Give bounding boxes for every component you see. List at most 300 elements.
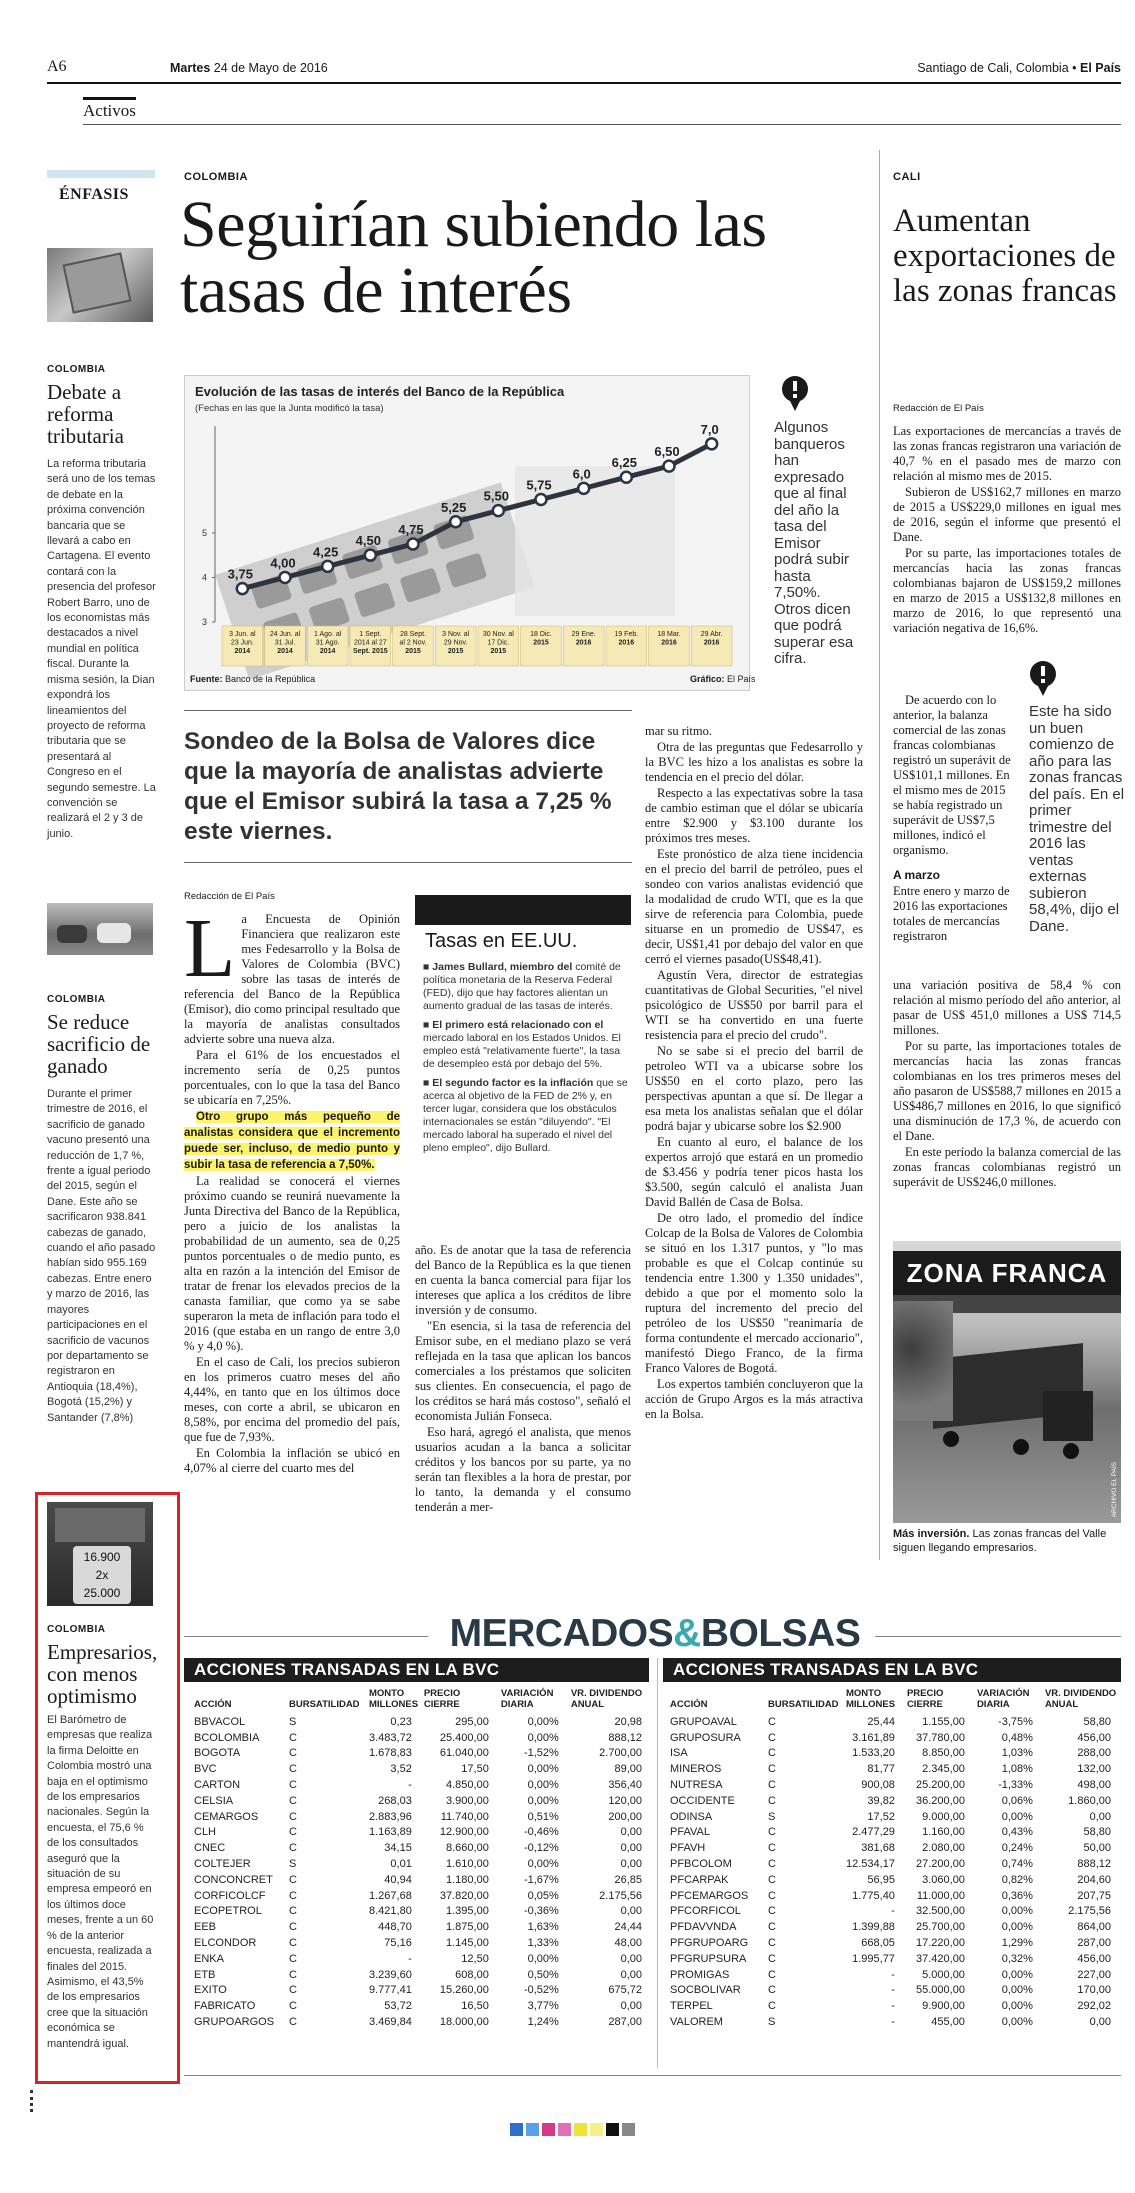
sidebar-story1-kicker: COLOMBIA [47, 364, 106, 375]
cell-monto: 17,52 [867, 1810, 895, 1823]
cell-accion: CLH [194, 1826, 217, 1839]
cell-monto: - [891, 2016, 895, 2029]
zona-franca-sign: ZONA FRANCA [893, 1251, 1121, 1295]
cell-variacion: 0,32% [1001, 1952, 1033, 1965]
chart-graphic: El País [727, 674, 756, 684]
cell-variacion: 0,48% [1001, 1731, 1033, 1744]
cali-body-1 [893, 424, 1121, 637]
location-text: Santiago de Cali, Colombia • [917, 61, 1080, 75]
cell-precio: 37.820,00 [439, 1889, 489, 1902]
cell-variacion: 0,06% [1001, 1794, 1033, 1807]
cell-variacion: -1,52% [523, 1747, 559, 1760]
table-row [668, 1856, 1121, 1872]
markets-rule-left [184, 1636, 428, 1637]
chart-source: Banco de la República [225, 674, 316, 684]
cell-precio: 12,50 [461, 1952, 489, 1965]
cell-precio: 2.345,00 [922, 1763, 965, 1776]
reform-photo [47, 248, 153, 322]
usa-box-item-3-text: que se acerca al objetivo de la FED de 2% y, en tercer lugar, considera que los obstáculos internacionales se están "diluyendo". "El mercado laboral ha superado el nivel del pleno empleo", dijo Bullard. [423, 1077, 628, 1154]
cell-precio: 25.200,00 [916, 1779, 965, 1792]
cell-dividendo: 0,00 [620, 1968, 642, 1981]
cell-dividendo: 24,44 [614, 1921, 642, 1934]
color-swatch [590, 2123, 603, 2136]
cell-bursatilidad: C [768, 1968, 776, 1981]
col-head-bursatilidad: BURSATILIDAD [768, 1699, 839, 1710]
color-swatch [606, 2123, 619, 2136]
cell-variacion: 0,00% [527, 1763, 559, 1776]
cell-precio: 37.420,00 [916, 1952, 965, 1965]
cell-variacion: 0,36% [1001, 1889, 1033, 1902]
cell-monto: 3.239,60 [369, 1968, 412, 1981]
cell-dividendo: 200,00 [608, 1810, 642, 1823]
cell-variacion: 0,00% [527, 1858, 559, 1871]
table-row [192, 1951, 652, 1967]
cell-bursatilidad: C [768, 1889, 776, 1902]
cali-callout: Este ha sido un buen comienzo de año para las zonas francas del país. En el primer trimestre del 2016 las ventas externas subieron 58,4%, dijo el Dane. [1029, 703, 1125, 935]
cell-precio: 37.780,00 [916, 1731, 965, 1744]
cell-dividendo: 0,00 [620, 1842, 642, 1855]
cell-precio: 17,50 [461, 1763, 489, 1776]
table-row [192, 1888, 652, 1904]
chart-title: Evolución de las tasas de interés del Banco de la República [195, 384, 565, 399]
cell-variacion: 0,43% [1001, 1826, 1033, 1839]
table-row [668, 1872, 1121, 1888]
cell-bursatilidad: C [768, 1921, 776, 1934]
cell-precio: 27.200,00 [916, 1858, 965, 1871]
cell-accion: EXITO [194, 1984, 227, 1997]
sidebar-story3-kicker: COLOMBIA [47, 1624, 106, 1635]
cell-accion: ELCONDOR [194, 1937, 257, 1950]
cell-precio: 15.260,00 [439, 1984, 489, 1997]
cell-bursatilidad: C [289, 1937, 297, 1950]
rate-point [408, 539, 419, 550]
page-date [170, 61, 328, 75]
cell-dividendo: 0,00 [1089, 1810, 1111, 1823]
x-tick-label: 19 Feb. 2016 [614, 631, 639, 647]
cell-monto: 0,01 [390, 1858, 412, 1871]
cell-variacion: 0,05% [527, 1889, 559, 1902]
cell-bursatilidad: C [768, 1747, 776, 1760]
rate-label: 6,50 [654, 444, 680, 460]
x-tick-label: 29 Ene. 2016 [571, 631, 596, 647]
cell-precio: 16,50 [461, 2000, 489, 2013]
cell-precio: 1.875,00 [446, 1921, 489, 1934]
cell-bursatilidad: C [289, 1889, 297, 1902]
cell-variacion: 0,00% [527, 1952, 559, 1965]
cell-precio: 36.200,00 [916, 1794, 965, 1807]
cell-bursatilidad: S [768, 1810, 776, 1823]
rate-label: 4,00 [270, 555, 296, 571]
cell-accion: PFCARPAK [670, 1873, 729, 1886]
zona-franca-credit: ARCHIVO EL PAÍS [1111, 1461, 1118, 1517]
header-rule [47, 82, 1121, 84]
cell-bursatilidad: S [289, 1858, 297, 1871]
table-row [668, 1983, 1121, 1999]
main-col3 [645, 724, 863, 1423]
cell-variacion: 0,00% [1001, 2016, 1033, 2029]
rate-label: 5,25 [441, 499, 467, 515]
cell-monto: 1.163,89 [369, 1826, 412, 1839]
cell-accion: MINEROS [670, 1763, 722, 1776]
table-row [192, 1904, 652, 1920]
price-tag-label-3: 25.000 [83, 1586, 121, 1600]
usa-box-bar [415, 895, 631, 925]
col1-para-3: La realidad se conocerá el viernes próximo cuando se reunirá nuevamente la Junta Directiva del Banco de la República, pero a juicio de los analistas la probabilidad de un aumento, sea de 0,25 puntos porcentuales o de medio punto, es alta en razón a la intención del Emisor de tratar de frenar los elevados precios de la canasta familiar, que como ya se sabe superaron la meta de inflación para todo el 2016 (que estaba en un rango de entre 3,0 % y 4,0 %). [184, 1174, 400, 1353]
table-row [192, 1998, 652, 2014]
cell-accion: BBVACOL [194, 1715, 246, 1728]
section-name: Activos [83, 97, 136, 121]
markets-title [440, 1612, 870, 1656]
cell-variacion: 0,00% [527, 1715, 559, 1728]
cell-bursatilidad: C [289, 1794, 297, 1807]
table-row [192, 1935, 652, 1951]
col-head-variacion: VARIACIÓN DIARIA [976, 1688, 1030, 1710]
cell-accion: ISA [670, 1747, 688, 1760]
cell-monto: 40,94 [384, 1873, 412, 1886]
cell-variacion: 0,51% [527, 1810, 559, 1823]
col3-para-2: Otra de las preguntas que Fedesarrollo y la BVC les hizo a los analistas es sobre la tendencia en el precio del dólar. [645, 740, 863, 784]
cell-accion: BOGOTA [194, 1747, 241, 1760]
rate-label: 6,0 [572, 466, 591, 482]
cell-accion: COLTEJER [194, 1858, 251, 1871]
table-row [668, 1761, 1121, 1777]
sidebar-story1-title: Debate a reforma tributaria [47, 380, 124, 448]
x-tick-label: 18 Dic. 2015 [530, 631, 552, 647]
table-row [668, 1730, 1121, 1746]
cell-accion: PFBCOLOM [670, 1858, 732, 1871]
table-row [668, 1888, 1121, 1904]
x-tick-label: 28 Sept. al 2 Nov. 2015 [399, 631, 427, 655]
col3-para-9: Los expertos también concluyeron que la acción de Grupo Argos es la más atractiva en la Bolsa. [645, 1377, 863, 1421]
cell-monto: - [891, 2000, 895, 2013]
table-row [192, 1809, 652, 1825]
usa-box-item-2: ■ El primero está relacionado con el mercado laboral en los Estados Unidos. El empleo está "relativamente fuerte", la tasa de desempleo está por debajo del 5%. [423, 1019, 621, 1070]
cell-dividendo: 456,00 [1077, 1731, 1111, 1744]
cell-precio: 8.850,00 [922, 1747, 965, 1760]
cell-accion: SOCBOLIVAR [670, 1984, 741, 1997]
cell-dividendo: 58,80 [1083, 1715, 1111, 1728]
dropcap: L [184, 902, 236, 995]
cell-variacion: 0,74% [1001, 1858, 1033, 1871]
sidebar-enfasis-bar [47, 170, 155, 178]
cell-variacion: 1,03% [1001, 1747, 1033, 1760]
cell-precio: 25.700,00 [916, 1921, 965, 1934]
table-row [668, 1809, 1121, 1825]
price-tag-photo [47, 1502, 153, 1606]
cali-headline: Aumentan exportaciones de las zonas francas [893, 203, 1117, 309]
color-swatch [510, 2123, 523, 2136]
usa-box-item-3: ■ El segundo factor es la inflación que se acerca al objetivo de la FED de 2% y, en tercer lugar, considera que los obstáculos internacionales se están "diluyendo". "El mercado laboral ha superado el nivel del pleno empleo", dijo Bullard. [423, 1077, 628, 1154]
usa-box-item-3-lead: El segundo factor es la inflación [432, 1077, 594, 1089]
main-byline: Redacción de El País [184, 891, 275, 902]
cell-precio: 2.080,00 [922, 1842, 965, 1855]
rate-point [365, 550, 376, 561]
cell-precio: 1.180,00 [446, 1873, 489, 1886]
cell-bursatilidad: C [768, 1715, 776, 1728]
table-row [668, 1746, 1121, 1762]
cell-accion: PFAVAL [670, 1826, 710, 1839]
table-row [668, 2014, 1121, 2030]
cell-monto: 3.469,84 [369, 2016, 412, 2029]
cell-precio: 3.900,00 [446, 1794, 489, 1807]
price-tag-label-1: 16.900 [83, 1550, 121, 1564]
cell-dividendo: 120,00 [608, 1794, 642, 1807]
zona-franca-photo [893, 1241, 1121, 1523]
cell-monto: 53,72 [384, 2000, 412, 2013]
cell-dividendo: 0,00 [1089, 2016, 1111, 2029]
usa-box-item-1-lead: James Bullard, miembro del [432, 961, 573, 973]
cell-accion: CARTON [194, 1779, 241, 1792]
cattle-photo [47, 903, 153, 955]
cell-accion: NUTRESA [670, 1779, 723, 1792]
col-head-bursatilidad: BURSATILIDAD [289, 1699, 360, 1710]
cell-variacion: 0,24% [1001, 1842, 1033, 1855]
cali-body-narrow [893, 693, 1013, 945]
cell-monto: 900,08 [861, 1779, 895, 1792]
rates-chart [184, 375, 750, 691]
rate-point [322, 561, 333, 572]
rate-label: 7,0 [700, 421, 719, 437]
usa-box-item-2-lead: El primero está relacionado con el [432, 1019, 604, 1031]
x-tick-label: 24 Jun. al 31 Jul. 2014 [269, 631, 301, 655]
cell-accion: EEB [194, 1921, 217, 1934]
cell-monto: 668,05 [861, 1937, 895, 1950]
cell-accion: FABRICATO [194, 2000, 256, 2013]
table-row [192, 1825, 652, 1841]
cell-precio: 1.610,00 [446, 1858, 489, 1871]
cell-precio: 32.500,00 [916, 1905, 965, 1918]
cell-bursatilidad: C [289, 1952, 297, 1965]
table-row [668, 1919, 1121, 1935]
cell-monto: 34,15 [384, 1842, 412, 1855]
cell-dividendo: 170,00 [1077, 1984, 1111, 1997]
cali-para-2: Subieron de US$162,7 millones en marzo de 2015 a US$229,0 millones en igual mes de 2016, según el informe que presentó el Dane. [893, 485, 1121, 544]
col-head-monto: MONTO MILLONES [846, 1688, 896, 1710]
col1-highlight [184, 1109, 400, 1173]
sidebar-story3-title: Empresarios, con menos optimismo [47, 1640, 158, 1708]
usa-box [415, 895, 631, 1245]
cell-bursatilidad: C [768, 1858, 776, 1871]
table-row [192, 1746, 652, 1762]
cell-accion: GRUPOARGOS [194, 2016, 275, 2029]
cell-monto: - [408, 1779, 412, 1792]
col-head-precio: PRECIO CIERRE [906, 1688, 944, 1710]
cell-dividendo: 356,40 [608, 1779, 642, 1792]
cell-accion: PFGRUPSURA [670, 1952, 747, 1965]
cell-variacion: 3,77% [527, 2000, 559, 2013]
col2-para-3: Eso hará, agregó el analista, que menos usuarios acudan a la banca a solicitar créditos y los bancos por su parte, ya no serán tan flexibles a la hora de prestar, por lo tanto, la demanda y el consumo tenderán a mer- [415, 1425, 631, 1514]
cell-variacion: -0,36% [523, 1905, 559, 1918]
cell-variacion: 1,63% [527, 1921, 559, 1934]
cell-precio: 5.000,00 [922, 1968, 965, 1981]
cell-precio: 61.040,00 [439, 1747, 489, 1760]
usa-box-item-1: ■ James Bullard, miembro del comité de política monetaria de la Reserva Federal (FED), dijo que hay factores alientan un aumento gradual de las tasas de interés. [423, 961, 621, 1012]
table-row [192, 1761, 652, 1777]
table-row [192, 1856, 652, 1872]
cell-bursatilidad: C [768, 1952, 776, 1965]
cell-variacion: 0,00% [1001, 1984, 1033, 1997]
cell-bursatilidad: C [768, 1905, 776, 1918]
table-row [192, 1777, 652, 1793]
cell-bursatilidad: C [768, 1731, 776, 1744]
cell-monto: 1.678,83 [369, 1747, 412, 1760]
main-deck: Sondeo de la Bolsa de Valores dice que la mayoría de analistas advierte que el Emisor subirá la tasa a 7,25 % este viernes. [184, 728, 612, 845]
cell-dividendo: 50,00 [1083, 1842, 1111, 1855]
cell-monto: 1.399,88 [852, 1921, 895, 1934]
cell-accion: PROMIGAS [670, 1968, 730, 1981]
cell-bursatilidad: C [289, 1731, 297, 1744]
cell-monto: 1.995,77 [852, 1952, 895, 1965]
main-col1 [184, 902, 400, 1477]
col1-para-1: a Encuesta de Opinión Financiera que realizaron este mes Fedesarrollo y la Bolsa de Valores de Colombia (BVC) sobre las tasas de interés de referencia del Banco de la República (Emisor), dio como principal resultado que la mayoría de analistas consultados advierte sobre una nueva alza. [184, 912, 400, 1046]
markets-title-right: BOLSAS [700, 1612, 861, 1655]
cell-dividendo: 888,12 [608, 1731, 642, 1744]
cell-precio: 3.060,00 [922, 1873, 965, 1886]
col-head-dividendo: VR. DIVIDENDO ANUAL [1044, 1688, 1117, 1710]
markets-title-amp: & [673, 1612, 701, 1655]
cell-variacion: 0,00% [527, 1794, 559, 1807]
col3-para-1: mar su ritmo. [645, 724, 713, 738]
cell-bursatilidad: C [768, 1794, 776, 1807]
rate-label: 4,50 [355, 533, 381, 549]
cell-variacion: 0,82% [1001, 1873, 1033, 1886]
cell-accion: CEMARGOS [194, 1810, 259, 1823]
rate-point [536, 494, 547, 505]
page-number: A6 [47, 58, 67, 75]
rates-chart-graphic [690, 674, 756, 684]
cell-dividendo: 48,00 [614, 1937, 642, 1950]
cell-precio: 1.155,00 [922, 1715, 965, 1728]
cell-dividendo: 292,02 [1077, 2000, 1111, 2013]
cell-precio: 25.400,00 [439, 1731, 489, 1744]
table-row [668, 1777, 1121, 1793]
rate-point [280, 572, 291, 583]
rate-label: 5,75 [526, 477, 552, 493]
stocks-right [668, 1688, 1121, 2030]
cell-bursatilidad: C [768, 1873, 776, 1886]
cell-dividendo: 287,00 [1077, 1937, 1111, 1950]
cell-monto: 8.421,80 [369, 1905, 412, 1918]
cell-variacion: 0,00% [527, 1731, 559, 1744]
cell-bursatilidad: C [289, 1763, 297, 1776]
cell-monto: 81,77 [867, 1763, 895, 1776]
cell-variacion: 1,24% [527, 2016, 559, 2029]
table-row [192, 1840, 652, 1856]
cell-dividendo: 498,00 [1077, 1779, 1111, 1792]
cell-accion: GRUPOAVAL [670, 1715, 737, 1728]
cell-bursatilidad: C [289, 1873, 297, 1886]
main-kicker: COLOMBIA [184, 171, 248, 183]
x-tick-label: 29 Abr. 2016 [700, 631, 723, 647]
x-tick-label: 3 Jun. al 23 Jun. 2014 [229, 631, 256, 655]
cell-bursatilidad: C [289, 1968, 297, 1981]
col-head-precio: PRECIO CIERRE [423, 1688, 461, 1710]
cell-dividendo: 1.860,00 [1068, 1794, 1111, 1807]
stocks-right-head-row [668, 1688, 1121, 1714]
cell-precio: 18.000,00 [439, 2016, 489, 2029]
cell-dividendo: 0,00 [620, 2000, 642, 2013]
usa-box-item-2-text: mercado laboral en los Estados Unidos. El empleo está "relativamente fuerte", la tasa de desempleo está por debajo del 5%. [423, 1032, 621, 1070]
chart-graphic-label: Gráfico: [690, 674, 725, 684]
usa-box-item-1-text: comité de política monetaria de la Reserva Federal (FED), dijo que hay factores alientan un aumento gradual de las tasas de interés. [423, 961, 621, 1012]
sidebar-story2-title: Se reduce sacrificio de ganado [47, 1010, 151, 1078]
cell-variacion: 0,00% [527, 1779, 559, 1792]
cell-dividendo: 0,00 [620, 1952, 642, 1965]
cell-dividendo: 0,00 [620, 1826, 642, 1839]
cell-accion: PFCORFICOL [670, 1905, 741, 1918]
col1-para-5: En Colombia la inflación se ubicó en 4,07% al cierre del cuarto mes del [184, 1446, 400, 1475]
table-row [668, 1714, 1121, 1730]
cell-monto: 0,23 [390, 1715, 412, 1728]
cell-bursatilidad: C [289, 1826, 297, 1839]
table-row [192, 2014, 652, 2030]
y-tick-label: 3 [201, 617, 207, 627]
x-tick-label: 30 Nov. al 17 Dic. 2015 [482, 631, 514, 655]
color-swatch [542, 2123, 555, 2136]
y-tick-label: 5 [201, 527, 207, 538]
table-row [192, 1714, 652, 1730]
cell-monto: - [891, 1984, 895, 1997]
rate-point [450, 516, 461, 527]
cell-dividendo: 0,00 [620, 1905, 642, 1918]
cell-monto: 25,44 [867, 1715, 895, 1728]
deck-rule-top [184, 710, 632, 711]
cell-variacion: -1,67% [523, 1873, 559, 1886]
col-head-action: ACCIÓN [194, 1699, 232, 1710]
chart-subtitle: (Fechas en las que la Junta modificó la tasa) [195, 403, 384, 414]
cell-bursatilidad: C [289, 2016, 297, 2029]
cell-dividendo: 207,75 [1077, 1889, 1111, 1902]
rate-point [493, 505, 504, 516]
cell-variacion: 1,08% [1001, 1763, 1033, 1776]
cell-dividendo: 2.175,56 [599, 1889, 642, 1902]
cell-accion: TERPEL [670, 2000, 713, 2013]
main-callout-icon [781, 375, 809, 413]
cell-monto: 448,70 [378, 1921, 412, 1934]
cell-dividendo: 227,00 [1077, 1968, 1111, 1981]
paper-name: El País [1080, 61, 1121, 75]
cell-bursatilidad: C [768, 1984, 776, 1997]
col3-para-4: Este pronóstico de alza tiene incidencia en el precio del barril de petróleo, pues el sondeo con varios analistas evidenció que la modalidad de crudo WTI, que es la que sirve de referencia para Colombia, puede situarse en un promedio de US$47, es decir, US$1,41 por debajo del valor en que cerró el viernes pasado(US$48,41). [645, 847, 863, 966]
col1-para-2: Para el 61% de los encuestados el incremento sería de 0,25 puntos porcentuales, con lo que la tasa del Banco se ubicaría en 7,25%. [184, 1048, 400, 1107]
cell-precio: 9.900,00 [922, 2000, 965, 2013]
zona-franca-caption [893, 1527, 1121, 1555]
table-row [668, 1793, 1121, 1809]
sidebar-story2-kicker: COLOMBIA [47, 994, 106, 1005]
col-head-monto: MONTO MILLONES [369, 1688, 419, 1710]
cell-monto: 9.777,41 [369, 1984, 412, 1997]
table-row [668, 1967, 1121, 1983]
cali-para-6: En este período la balanza comercial de las zonas francas colombianas registró un superávit de US$246,0 millones. [893, 1145, 1121, 1189]
table-row [668, 1840, 1121, 1856]
cali-para-1: Las exportaciones de mercancías a través de las zonas francas registraron una variación de 40,7 % en el pasado mes de marzo con relación al mismo mes de 2015. [893, 424, 1121, 483]
cali-subhead: A marzo [893, 868, 940, 882]
caption-text: Las zonas francas del Valle siguen llegando empresarios. [893, 1528, 1107, 1554]
cell-dividendo: 2.175,56 [1068, 1905, 1111, 1918]
cell-variacion: 0,00% [1001, 2000, 1033, 2013]
col2-para-2: "En esencia, si la tasa de referencia del Emisor sube, en el mediano plazo se verá reflejada en la tasa que aplican los bancos comerciales a los préstamos que soliciten sus clientes. En consecuencia, el pago de los créditos se hará más costoso", señaló el economista Julián Fonseca. [415, 1319, 631, 1423]
cali-callout-icon [1029, 660, 1057, 698]
col1-para-4: En el caso de Cali, los precios subieron en los primeros cuatro meses del año 4,44%, en tanto que en los últimos doce meses, con corte a abril, se ubicaron en 8,58%, por encima del promedio del país, que fue de 7,93%. [184, 1355, 400, 1444]
cell-bursatilidad: C [289, 1905, 297, 1918]
stocks-right-table [668, 1688, 1121, 2030]
col3-para-8: De otro lado, el promedio del índice Colcap de la Bolsa de Valores de Colombia se situó en los 1.317 puntos, y "lo mas probable es que el Colcap continúe su tendencia entre 1.300 y 1.350 unidades", debido a que por el momento solo la ruptura del incremento del precio del petróleo de los US$50 "reanimaría de forma contundente el mercado accionario", manifestó Diego Franco, de la firma Franco Valores de Bogotá. [645, 1211, 863, 1375]
x-tick-label: 18 Mar. 2016 [657, 631, 681, 647]
cali-byline: Redacción de El País [893, 403, 984, 414]
cell-accion: BCOLOMBIA [194, 1731, 260, 1744]
cell-bursatilidad: C [768, 1779, 776, 1792]
color-swatch [558, 2123, 571, 2136]
